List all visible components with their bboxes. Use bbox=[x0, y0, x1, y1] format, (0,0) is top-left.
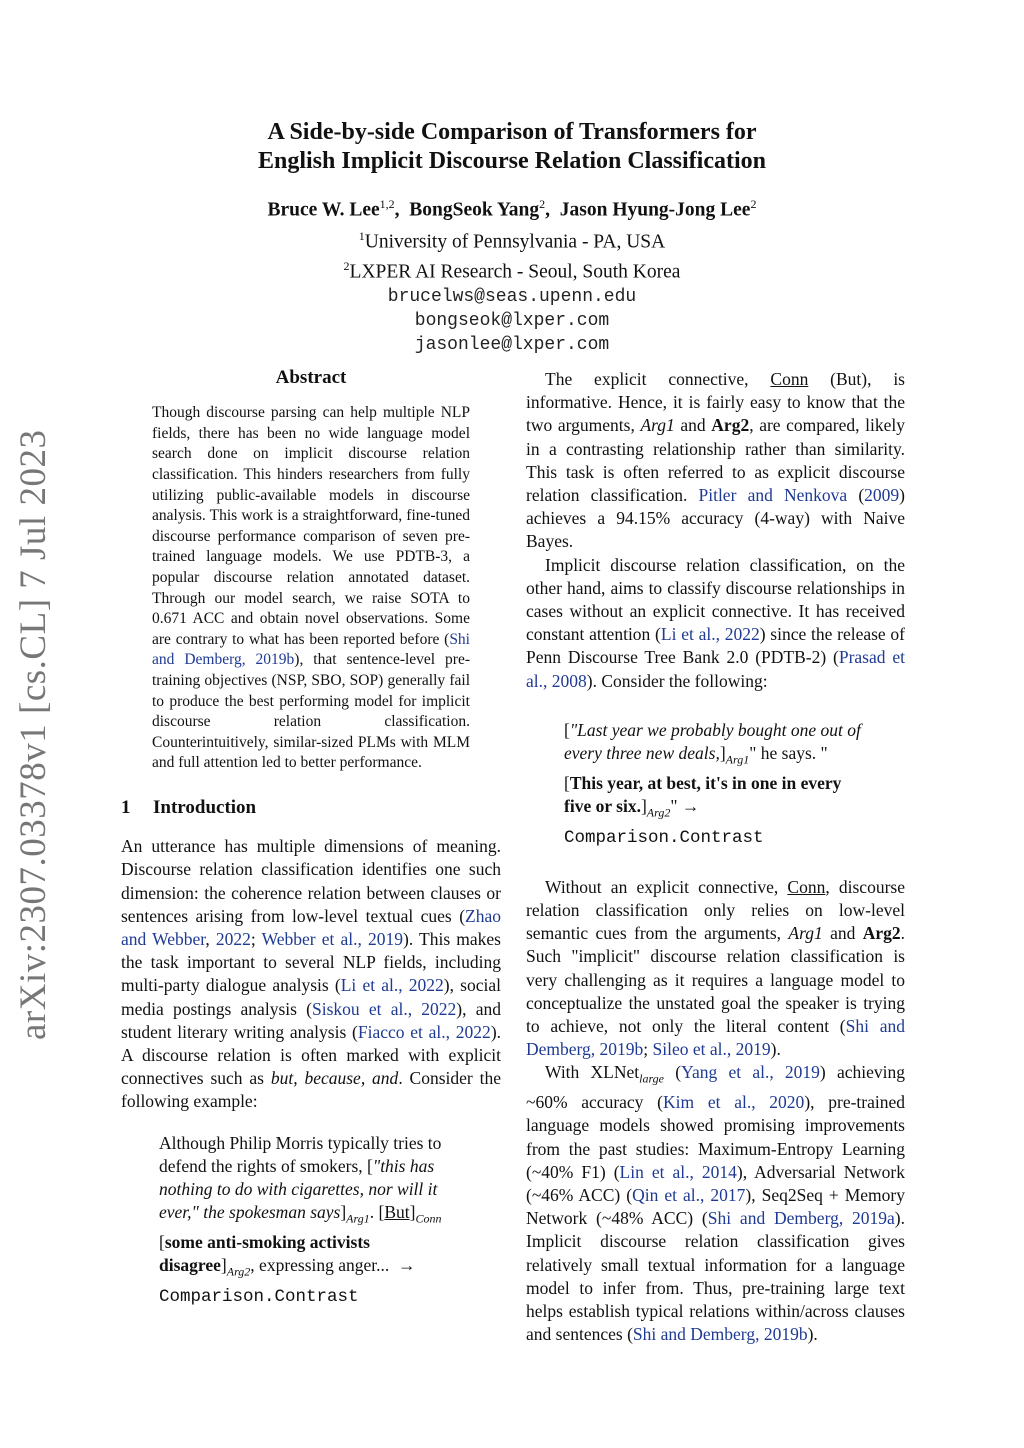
author-list: Bruce W. Lee$^{1,2}$, BongSeok Yang$^2$, Jason Hyung-Jong Lee$^2$ bbox=[267, 197, 757, 221]
author-affil-sup: 1,2 bbox=[379, 197, 395, 211]
author-name: Bruce W. Lee bbox=[267, 199, 380, 221]
paper-title-line-2: English Implicit Discourse Relation Classification bbox=[257, 148, 767, 174]
citation-link[interactable]: Lin et al., 2014 bbox=[619, 1161, 737, 1182]
author-affil-sup: 2 bbox=[539, 197, 546, 211]
citation-link[interactable]: Qin et al., 2017 bbox=[632, 1185, 746, 1205]
left-column bbox=[121, 366, 501, 1309]
affiliation: $^1$University of Pennsylvania - PA, USA bbox=[358, 228, 666, 252]
arxiv-identifier: arXiv:2307.03378v1 [cs.CL] 7 Jul 2023 bbox=[13, 429, 54, 1040]
email-link[interactable]: bongseok@lxper.com bbox=[414, 310, 610, 331]
citation-link[interactable]: Shi and Demberg, 2019a bbox=[707, 1208, 895, 1229]
citation-link[interactable]: Shi and Demberg, 2019b bbox=[632, 1324, 808, 1345]
section-heading-introduction: 1 Introduction bbox=[121, 796, 257, 818]
example-block: Although Philip Morris typically tries to defend the rights of smokers, ["this has nothing to do with cigarettes, nor will it ever," the spokesman $says]_{Arg1}$. $[But]_{Conn}$ [some anti-smoking activists $disagree]_{Arg2}$, expressing anger... → Comparison.Contrast bbox=[159, 1132, 442, 1307]
author-name: Jason Hyung-Jong Lee bbox=[559, 199, 751, 221]
citation-link[interactable]: Sileo et al., 2019 bbox=[652, 1039, 771, 1060]
body-paragraph: Without an explicit connective, Conn, discourse relation classification only relies on low-level semantic cues from the arguments, Arg1 and Arg2. Such "implicit" discourse relation classification is very challenging as it requires a language model to conceptualize the unstated goal the speaker is trying to achieve, not only the literal content (Shi and Demberg, 2019b; Sileo et al., 2019). bbox=[526, 876, 905, 1060]
intro-paragraph: An utterance has multiple dimensions of meaning. Discourse relation classification identifies one such dimension: the coherence relation between clauses or sentences arising from low-level textual cues (Zhao and Webber, 2022; Webber et al., 2019). This makes the task important to several NLP fields, including multi-party dialogue analysis (Li et al., 2022), social media postings analysis (Siskou et al., 2022), and student literary writing analysis (Fiacco et al., 2022). A discourse relation is often marked with explicit connectives such as but, because, and. Consider the following example: bbox=[121, 836, 502, 1112]
citation-link[interactable]: Shi and Demberg, 2019b bbox=[526, 1016, 905, 1060]
body-paragraph: Implicit discourse relation classification, on the other hand, aims to classify discourse relationships in cases without an explicit connective. It has received constant attention (Li et al., 2022) since the release of Penn Discourse Tree Bank 2.0 (PDTB-2) (Prasad et al., 2008). Consider the following: bbox=[526, 554, 906, 691]
abstract-body: Though discourse parsing can help multiple NLP fields, there has been no wide language model search done on implicit discourse relation classification. This hinders researchers from fully utilizing public-available models in discourse analysis. This work is a straightforward, fine-tuned discourse performance comparison of seven pre-trained language models. We use PDTB-3, a popular discourse relation annotated dataset. Through our model search, we raise SOTA to 0.671 ACC and obtain novel observations. Some are contrary to what has been reported before (Shi and Demberg, 2019b), that sentence-level pre-training objectives (NSP, SBO, SOP) generally fail to produce the best performing model for implicit discourse relation classification. Counterintuitively, similar-sized PLMs with MLM and full attention led to better performance. bbox=[152, 404, 471, 772]
citation-link[interactable]: Kim et al., 2020 bbox=[663, 1092, 805, 1113]
affiliation: $^2$LXPER AI Research - Seoul, South Korea bbox=[343, 259, 681, 283]
body-paragraph: With XLNet$_{large}$ (Yang et al., 2019) achieving ~60% accuracy (Kim et al., 2020), pre-trained language models showed promising improvements from the past studies: Maximum-Entropy Learning (~40% F1) (Lin et al., 2014), Adversarial Network (~46% ACC) (Qin et al., 2017), Seq2Seq + Memory Network (~48% ACC) (Shi and Demberg, 2019a). Implicit discourse relation classification gives relatively small textual information for a language model to infer from. Thus, pre-training large text helps establish typical relations within/across clauses and sentences (Shi and Demberg, 2019b). bbox=[526, 1062, 906, 1345]
citation-link[interactable]: Fiacco et al., 2022 bbox=[357, 1021, 491, 1042]
paper-title-line-1: A Side-by-side Comparison of Transformers for bbox=[267, 119, 757, 145]
citation-link[interactable]: Pitler and Nenkova bbox=[698, 485, 848, 506]
citation-link[interactable]: 2022 bbox=[215, 928, 251, 949]
citation-link[interactable]: Li et al., 2022 bbox=[340, 975, 444, 996]
right-column bbox=[526, 368, 905, 1346]
citation-link[interactable]: Webber et al., 2019 bbox=[261, 928, 403, 949]
relation-label: Comparison.Contrast bbox=[564, 827, 764, 848]
email-link[interactable]: jasonlee@lxper.com bbox=[414, 334, 610, 355]
citation-link[interactable]: Li et al., 2022 bbox=[660, 624, 760, 645]
abstract-heading: Abstract bbox=[275, 367, 347, 388]
author-name: BongSeok Yang bbox=[409, 199, 540, 221]
relation-label: Comparison.Contrast bbox=[159, 1286, 359, 1307]
example-block: ["Last year we probably bought one out of every three new $deals,]_{Arg1}$" he says. "[This year, at best, it's in one in every five or $six.]_{Arg2}$" → Comparison.Contrast bbox=[564, 719, 861, 848]
citation-link[interactable]: Shi and Demberg, 2019b bbox=[152, 630, 470, 669]
body-paragraph: The explicit connective, Conn (But), is informative. Hence, it is fairly easy to know that the two arguments, Arg1 and Arg2, are compared, likely in a contrasting relationship rather than similarity. This task is often referred to as explicit discourse relation classification. Pitler and Nenkova (2009) achieves a 94.15% accuracy (4-way) with Naive Bayes. bbox=[526, 369, 905, 552]
citation-link[interactable]: Prasad et al., 2008 bbox=[526, 647, 905, 691]
paper-header bbox=[0, 118, 1024, 357]
email-link[interactable]: brucelws@seas.upenn.edu bbox=[387, 286, 637, 307]
author-affil-sup: 2 bbox=[750, 197, 757, 211]
citation-link[interactable]: Yang et al., 2019 bbox=[681, 1062, 820, 1083]
citation-link[interactable]: 2009 bbox=[864, 485, 900, 506]
citation-link[interactable]: Zhao and Webber bbox=[121, 905, 501, 949]
citation-link[interactable]: Siskou et al., 2022 bbox=[311, 998, 457, 1019]
